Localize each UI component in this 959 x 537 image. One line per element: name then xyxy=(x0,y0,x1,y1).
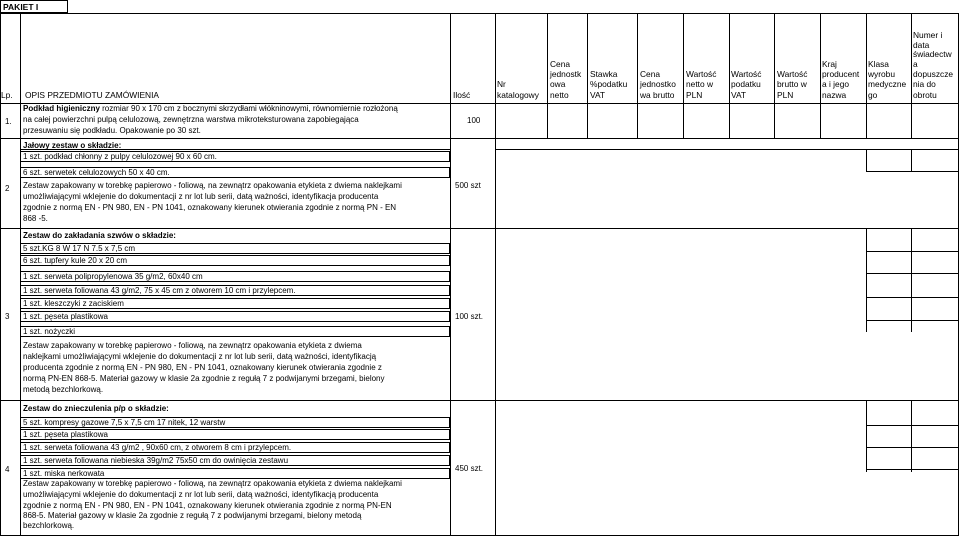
header-wartosc-podatku-2: podatku xyxy=(731,79,761,89)
row4-heading: Zestaw do znieczulenia p/p o składzie: xyxy=(23,404,169,413)
pakiet-title: PAKIET I xyxy=(3,2,39,12)
row3-desc-5: metodą bezchlorkową. xyxy=(23,385,104,394)
grid-v-cenab xyxy=(683,13,684,104)
header-numer-1: Numer i xyxy=(913,30,943,40)
grid-row3-bottom xyxy=(0,400,959,401)
grid-v-desc xyxy=(450,13,451,536)
row2-desc-2: umożliwiającymi wklejenie do dokumentacji z nr lot lub serii, datą ważności, identyfikacja producenta xyxy=(23,192,379,201)
header-wartosc-netto-2: netto w xyxy=(686,79,714,89)
row3-qty: 100 szt. xyxy=(455,312,484,321)
row3-item-3: 1 szt. serweta polipropylenowa 35 g/m2, 60x40 cm xyxy=(23,272,203,281)
grid-v-nr xyxy=(547,13,548,104)
grid-v-klasa xyxy=(911,13,912,104)
row4-desc-2: umożliwiającymi wklejenie do dokumentacji z nr lot lub serii, datą ważności, identyfikacją producenta xyxy=(23,490,379,499)
table-header xyxy=(0,13,959,104)
row4-lp: 4 xyxy=(5,465,10,474)
row2-lp: 2 xyxy=(5,184,10,193)
row4-qty: 450 szt. xyxy=(455,464,484,473)
grid-v-cena xyxy=(587,13,588,104)
row4-desc-4: 868-5. Materiał gazowy w klasie 2a zgodnie z regułą 7 z podwijanymi brzegami, bielony metodą xyxy=(23,511,362,520)
header-cena-brutto-2: jednostko xyxy=(640,79,676,89)
grid-top xyxy=(0,13,959,14)
row1-product-name: Podkład higieniczny xyxy=(23,104,100,113)
row2-heading: Jałowy zestaw o składzie: xyxy=(23,141,122,150)
header-stawka-2: %podatku xyxy=(590,79,628,89)
row1-line2: na całej powierzchni pulpą celulozową, zewnętrzna warstwa mikroteksturowana zapobiegająca xyxy=(23,115,359,124)
row1-qty: 100 xyxy=(467,116,481,125)
row2-item-1: 1 szt. podkład chłonny z pulpy celulozowej 90 x 60 cm. xyxy=(23,152,217,161)
row2-qty: 500 szt xyxy=(455,181,481,190)
grid-v-wb xyxy=(820,13,821,104)
row2-desc-4: 868 -5. xyxy=(23,214,48,223)
row4-item-2: 1 szt. pęseta plastikowa xyxy=(23,430,108,439)
row4-desc-5: bezchlorkową. xyxy=(23,521,75,530)
header-stawka-1: Stawka xyxy=(590,69,618,79)
header-klasa-4: go xyxy=(868,90,878,100)
header-wartosc-netto-3: PLN xyxy=(686,90,703,100)
header-cena-netto-4: netto xyxy=(550,90,569,100)
row3-right-cells xyxy=(866,228,959,401)
header-kraj-2: producent xyxy=(822,69,860,79)
header-wartosc-brutto-3: PLN xyxy=(777,90,794,100)
header-nr-katalogowy-1: Nr xyxy=(497,79,506,89)
grid-v-wn xyxy=(729,13,730,104)
row3-item-5: 1 szt. kleszczyki z zaciskiem xyxy=(23,299,124,308)
row3-desc-4: normą PN-EN 868-5. Materiał gazowy w klasie 2a zgodnie z regułą 7 z podwijanymi brzegami, bielony xyxy=(23,374,385,383)
header-numer-3: świadectw xyxy=(913,49,952,59)
grid-v-stawka xyxy=(637,13,638,104)
row4-right-cells xyxy=(866,400,959,536)
header-cena-brutto-3: wa brutto xyxy=(640,90,675,100)
row4-item-4: 1 szt. serweta foliowana niebieska 39g/m2 75x50 cm do owinięcia zestawu xyxy=(23,456,289,465)
header-cena-netto-3: owa xyxy=(550,79,566,89)
row4-item-5: 1 szt. miska nerkowata xyxy=(23,469,105,478)
row1-line1-rest: rozmiar 90 x 170 cm z bocznymi skrzydłami włókninowymi, równomiernie rozłożoną xyxy=(99,104,398,113)
header-wartosc-podatku-3: VAT xyxy=(731,90,747,100)
header-kraj-3: a i jego xyxy=(822,79,850,89)
header-opis: OPIS PRZEDMIOTU ZAMÓWIENIA xyxy=(25,90,160,100)
row2-desc-1: Zestaw zapakowany w torebkę papierowo - foliową, na zewnątrz opakowania etykieta z dwiema naklejkami xyxy=(23,181,402,190)
header-nr-katalogowy-2: katalogowy xyxy=(497,90,539,100)
grid-v-kraj xyxy=(866,13,867,104)
row1-line1 xyxy=(23,104,398,114)
row4-desc-1: Zestaw zapakowany w torebkę papierowo - foliową, na zewnątrz opakowania etykieta z dwiema naklejkami xyxy=(23,479,402,488)
header-wartosc-brutto-1: Wartość xyxy=(777,69,808,79)
row2-item-2: 6 szt. serwetek celulozowych 50 x 40 cm. xyxy=(23,168,170,177)
row2-desc-3: zgodnie z normą EN - PN 980, EN - PN 1041, oznakowany kierunek otwierania zgodnie z normą PN - EN xyxy=(23,203,397,212)
header-cena-netto-1: Cena xyxy=(550,59,571,69)
row4-item-1: 5 szt. kompresy gazowe 7,5 x 7,5 cm 17 nitek, 12 warstw xyxy=(23,418,226,427)
header-wartosc-podatku-1: Wartość xyxy=(731,69,762,79)
header-stawka-3: VAT xyxy=(590,90,606,100)
header-klasa-1: Klasa xyxy=(868,59,889,69)
header-wartosc-netto-1: Wartość xyxy=(686,69,717,79)
row3-item-6: 1 szt. pęseta plastikowa xyxy=(23,312,108,321)
header-wartosc-brutto-2: brutto w xyxy=(777,79,807,89)
header-numer-7: obrotu xyxy=(913,90,937,100)
row3-heading: Zestaw do zakładania szwów o składzie: xyxy=(23,231,176,240)
header-klasa-3: medyczne xyxy=(868,79,907,89)
row3-desc-2: naklejkami umożliwiającymi wklejenie do dokumentacji z nr lot lub serii, datą ważności, identyfikacją xyxy=(23,352,377,361)
header-kraj-1: Kraj xyxy=(822,59,837,69)
row4-desc-3: zgodnie z normą EN - PN 980, EN - PN 1041, oznakowany kierunek otwierania zgodnie z normą PN-EN xyxy=(23,501,392,510)
header-numer-4: a xyxy=(913,59,918,69)
row4-item-3: 1 szt. serweta foliowana 43 g/m2 , 90x60 cm, z otworem 8 cm i przylepcem. xyxy=(23,443,292,452)
header-kraj-4: nazwa xyxy=(822,90,847,100)
grid-v-left xyxy=(0,13,1,536)
header-lp: Lp. xyxy=(1,90,13,100)
row3-item-box-7 xyxy=(20,326,450,337)
grid-v-ilosc xyxy=(495,13,496,536)
header-numer-6: nia do xyxy=(913,79,936,89)
header-cena-brutto-1: Cena xyxy=(640,69,661,79)
row1-right-cells xyxy=(495,103,959,139)
row1-lp: 1. xyxy=(5,117,12,126)
row3-item-1: 5 szt.KG 8 W 17 N 7.5 x 7,5 cm xyxy=(23,244,136,253)
grid-v-wp xyxy=(774,13,775,104)
row3-item-2: 6 szt. tupfery kule 20 x 20 cm xyxy=(23,256,128,265)
header-numer-2: data xyxy=(913,40,930,50)
header-cena-netto-2: jednostk xyxy=(550,69,582,79)
row3-item-7: 1 szt. nożyczki xyxy=(23,327,76,336)
row1-line3: przesuwaniu się podkładu. Opakowanie po 30 szt. xyxy=(23,126,201,135)
row3-desc-3: producenta zgodnie z normą EN - PN 980, EN - PN 1041, oznakowany kierunek otwierania zgodnie z xyxy=(23,363,382,372)
row2-right-cells xyxy=(495,138,959,229)
row3-item-4: 1 szt. serweta foliowana 43 g/m2, 75 x 45 cm z otworem 10 cm i przylepcem. xyxy=(23,286,296,295)
header-klasa-2: wyrobu xyxy=(868,69,895,79)
grid-bottom xyxy=(0,535,959,536)
header-numer-5: dopuszcze xyxy=(913,69,954,79)
row3-lp: 3 xyxy=(5,312,10,321)
header-ilosc: Ilość xyxy=(453,90,471,100)
row3-desc-1: Zestaw zapakowany w torebkę papierowo - foliową, na zewnątrz opakowania etykieta z dwiema xyxy=(23,341,362,350)
